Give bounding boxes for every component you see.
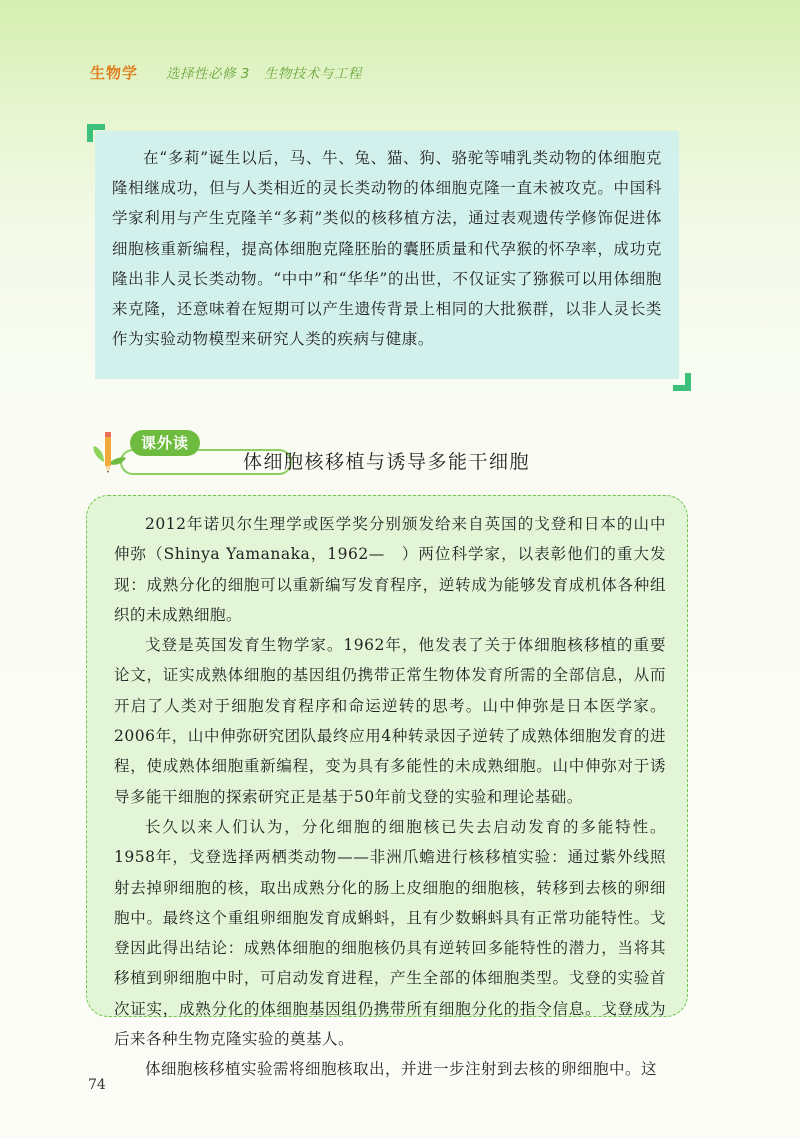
reading-paragraph-1: 2012年诺贝尔生理学或医学奖分别颁发给来自英国的戈登和日本的山中伸弥（Shinya Yamanaka，1962— ）两位科学家，以表彰他们的重大发现：成熟分化的细胞可以重新编写发育程序，逆转成为能够发育成机体各种组织的未成熟细胞。 (114, 515, 666, 624)
reading-content (114, 509, 666, 1085)
section-title: 体细胞核移植与诱导多能干细胞 (243, 451, 531, 473)
pencil-icon (90, 428, 130, 478)
section-heading (90, 428, 710, 478)
page-number: 74 (88, 1077, 106, 1093)
subject-label: 生物学 (90, 63, 139, 82)
badge-label: 课外读 (130, 430, 200, 456)
reading-paragraph-4: 体细胞核移植实验需将细胞核取出，并进一步注射到去核的卵细胞中。这 (145, 1060, 658, 1079)
intro-paragraph: 在“多莉”诞生以后，马、牛、兔、猫、狗、骆驼等哺乳类动物的体细胞克隆相继成功，但与人类相近的灵长类动物的体细胞克隆一直未被攻克。中国科学家利用与产生克隆羊“多莉”类似的核移植方法，通过表观遗传学修饰促进体细胞核重新编程，提高体细胞克隆胚胎的囊胚质量和代孕猴的怀孕率，成功克隆出非人灵长类动物。“中中”和“华华”的出世，不仅证实了猕猴可以用体细胞来克隆，还意味着在短期可以产生遗传背景上相同的大批猴群，以非人灵长类作为实验动物模型来研究人类的疾病与健康。 (112, 149, 662, 349)
reading-paragraph-2: 戈登是英国发育生物学家。1962年，他发表了关于体细胞核移植的重要论文，证实成熟体细胞的基因组仍携带正常生物体发育所需的全部信息，从而开启了人类对于细胞发育程序和命运逆转的思考。山中伸弥是日本医学家。2006年，山中伸弥研究团队最终应用4种转录因子逆转了成熟体细胞发育的进程，使成熟体细胞重新编程，变为具有多能性的未成熟细胞。山中伸弥对于诱导多能干细胞的探索研究正是基于50年前戈登的实验和理论基础。 (114, 636, 666, 806)
corner-bottom-right-icon (673, 373, 691, 391)
corner-top-left-icon (87, 124, 105, 142)
reading-paragraph-3: 长久以来人们认为，分化细胞的细胞核已失去启动发育的多能特性。1958年，戈登选择两栖类动物——非洲爪蟾进行核移植实验：通过紫外线照射去掉卵细胞的核，取出成熟分化的肠上皮细胞的细胞核，转移到去核的卵细胞中。最终这个重组卵细胞发育成蝌蚪，且有少数蝌蚪具有正常功能特性。戈登因此得出结论：成熟体细胞的细胞核仍具有逆转回多能特性的潜力，当将其移植到卵细胞中时，可启动发育进程，产生全部的体细胞类型。戈登的实验首次证实，成熟分化的体细胞基因组仍携带所有细胞分化的指令信息。戈登成为后来各种生物克隆实验的奠基人。 (114, 817, 666, 1049)
course-label: 选择性必修 3 生物技术与工程 (166, 66, 362, 82)
running-header (90, 60, 362, 84)
